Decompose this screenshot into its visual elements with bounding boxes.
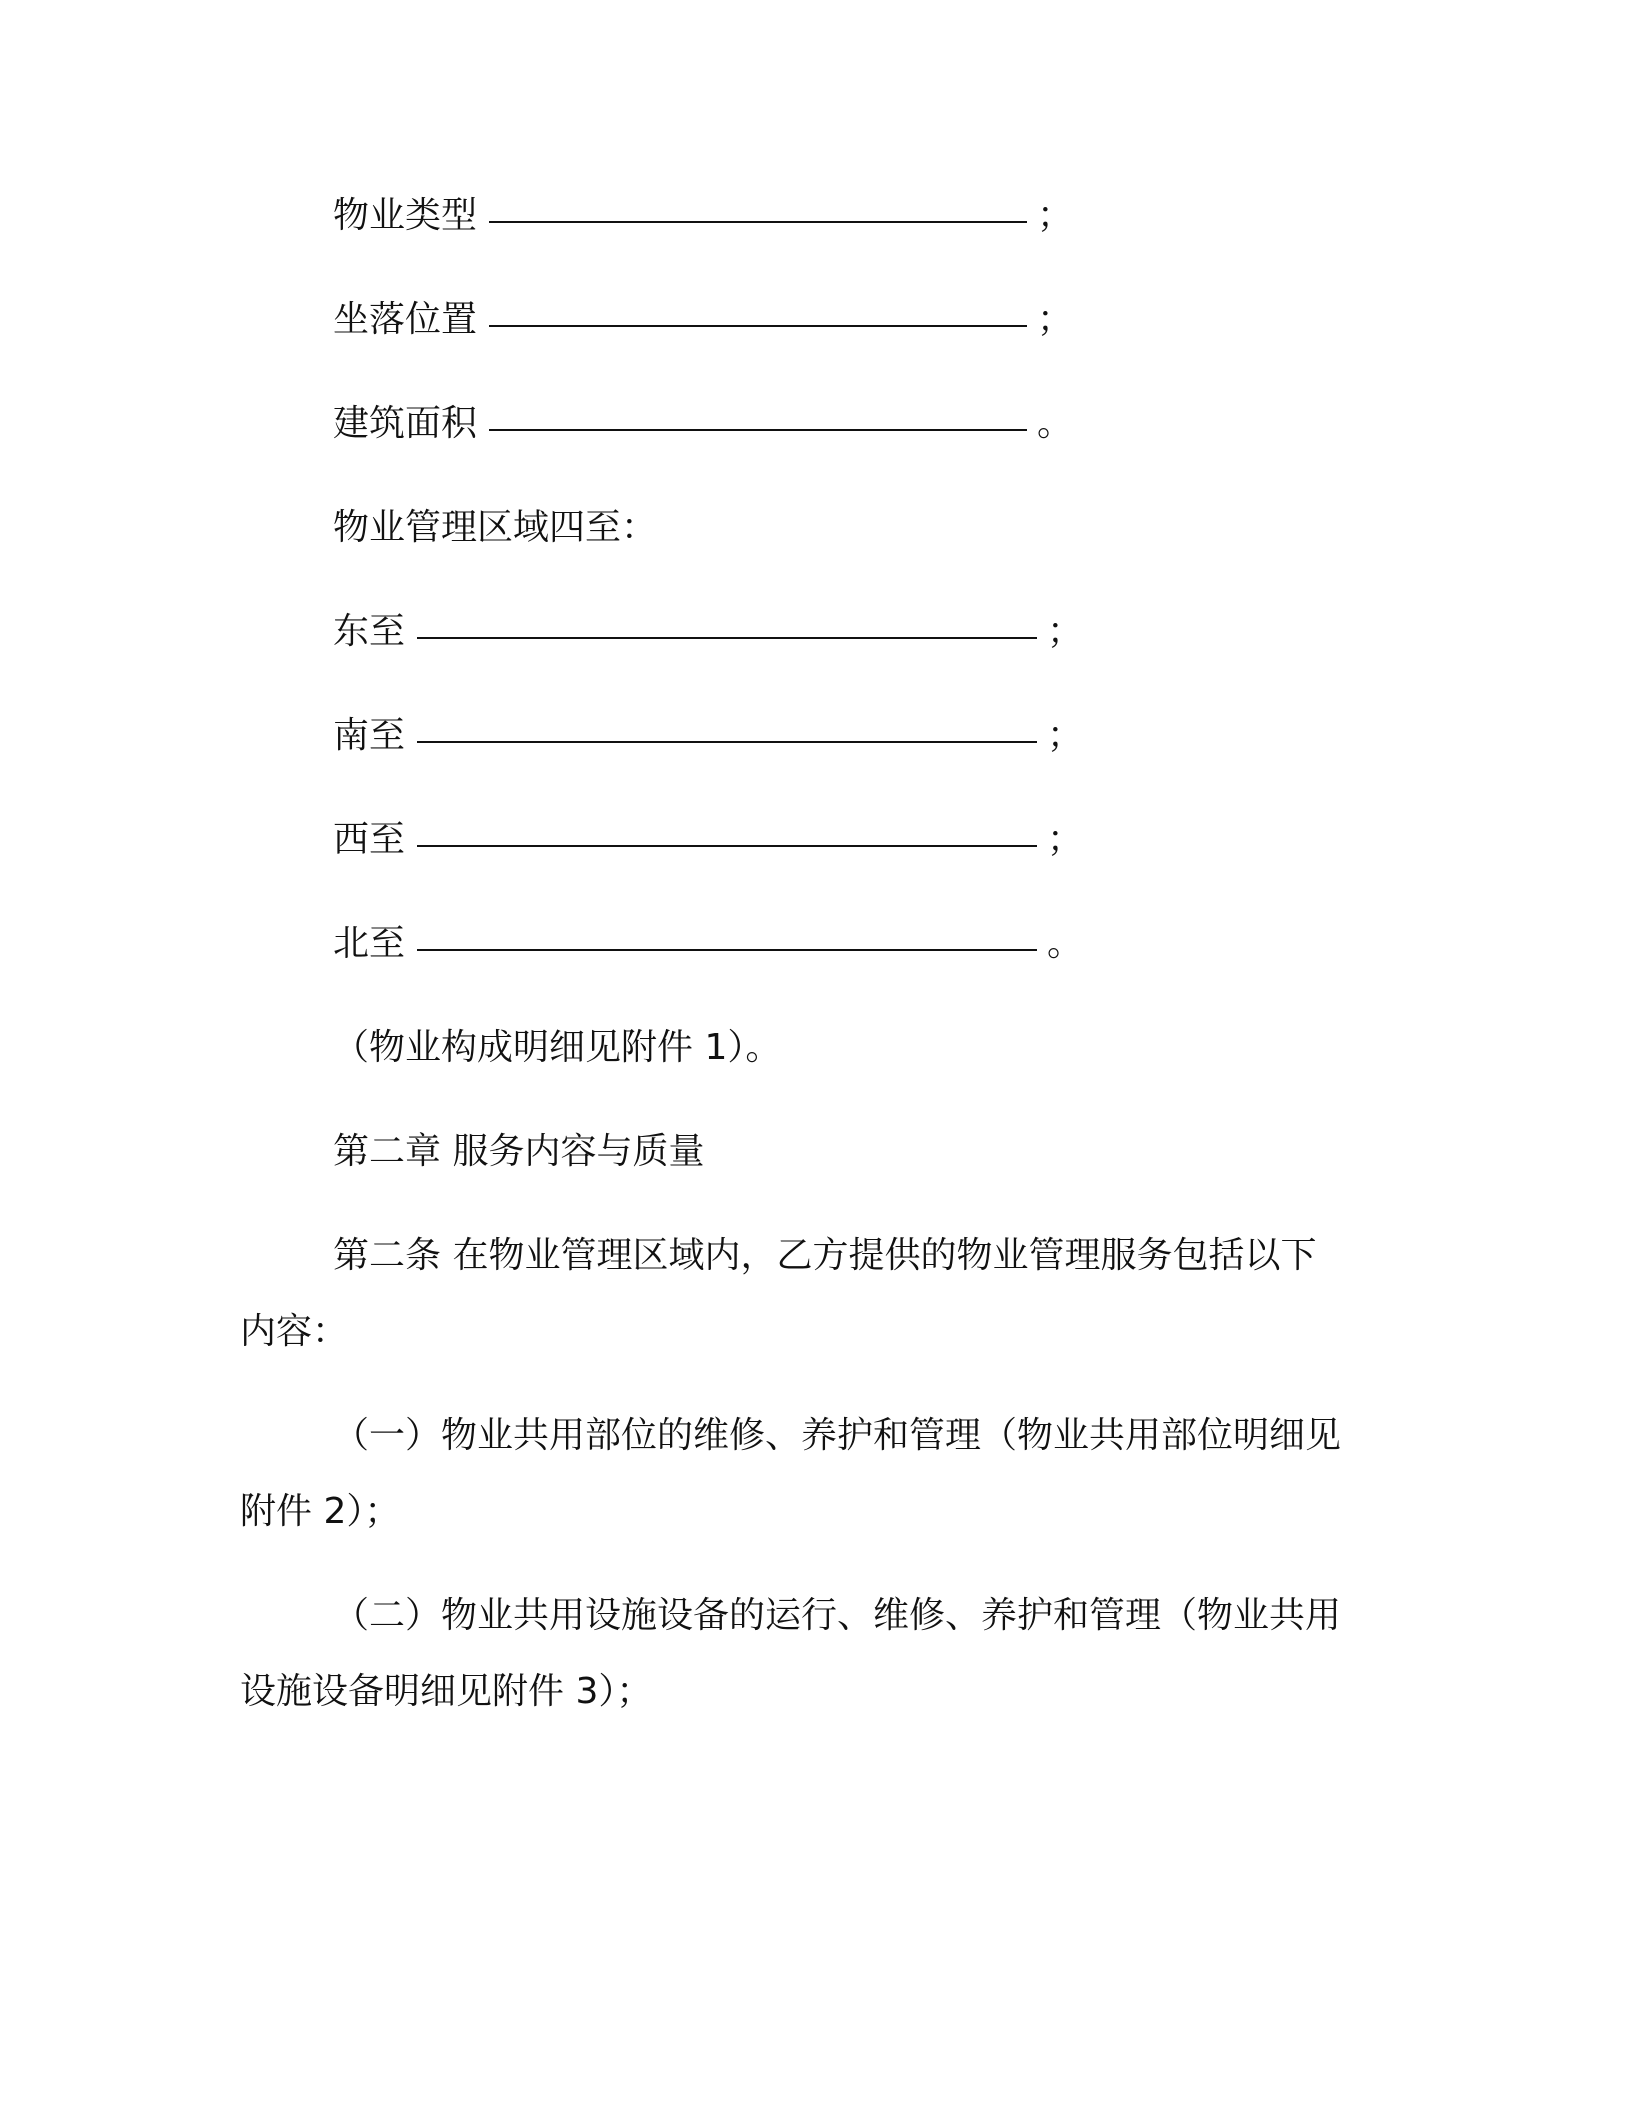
field-property-type	[333, 194, 1073, 238]
field-location	[333, 298, 1073, 342]
fill-in-blank[interactable]	[417, 919, 1037, 951]
fill-in-blank[interactable]	[489, 295, 1027, 327]
field-label: 北至	[333, 923, 406, 964]
item-1-line-2: 附件 2）；	[240, 1491, 401, 1532]
fill-in-blank[interactable]	[417, 711, 1037, 743]
field-south-boundary	[333, 714, 1083, 758]
appendix-note: （物业构成明细见附件 1）。	[333, 1027, 782, 1068]
field-label: 南至	[333, 715, 406, 756]
field-end-punct: ；	[1037, 195, 1074, 236]
fill-in-blank[interactable]	[417, 607, 1037, 639]
field-end-punct: 。	[1037, 403, 1074, 444]
field-west-boundary	[333, 818, 1083, 862]
fill-in-blank[interactable]	[489, 399, 1027, 431]
field-label: 坐落位置	[333, 299, 478, 340]
chapter-title: 第二章 服务内容与质量	[333, 1131, 705, 1172]
boundary-heading: 物业管理区域四至：	[333, 507, 658, 548]
field-north-boundary	[333, 922, 1083, 966]
item-2-line-1: （二）物业共用设施设备的运行、维修、养护和管理（物业共用	[333, 1595, 1342, 1636]
field-label: 建筑面积	[333, 403, 478, 444]
item-2-line-2: 设施设备明细见附件 3）；	[240, 1671, 653, 1712]
field-label: 西至	[333, 819, 406, 860]
field-end-punct: ；	[1047, 715, 1084, 756]
field-end-punct: ；	[1037, 299, 1074, 340]
article-line-2: 内容：	[240, 1311, 349, 1352]
field-label: 物业类型	[333, 195, 478, 236]
field-building-area	[333, 402, 1073, 446]
fill-in-blank[interactable]	[489, 191, 1027, 223]
article-line-1: 第二条 在物业管理区域内，乙方提供的物业管理服务包括以下	[333, 1235, 1317, 1276]
field-label: 东至	[333, 611, 406, 652]
item-1-line-1: （一）物业共用部位的维修、养护和管理（物业共用部位明细见	[333, 1415, 1342, 1456]
field-end-punct: 。	[1047, 923, 1084, 964]
fill-in-blank[interactable]	[417, 815, 1037, 847]
field-east-boundary	[333, 610, 1083, 654]
field-end-punct: ；	[1047, 819, 1084, 860]
field-end-punct: ；	[1047, 611, 1084, 652]
